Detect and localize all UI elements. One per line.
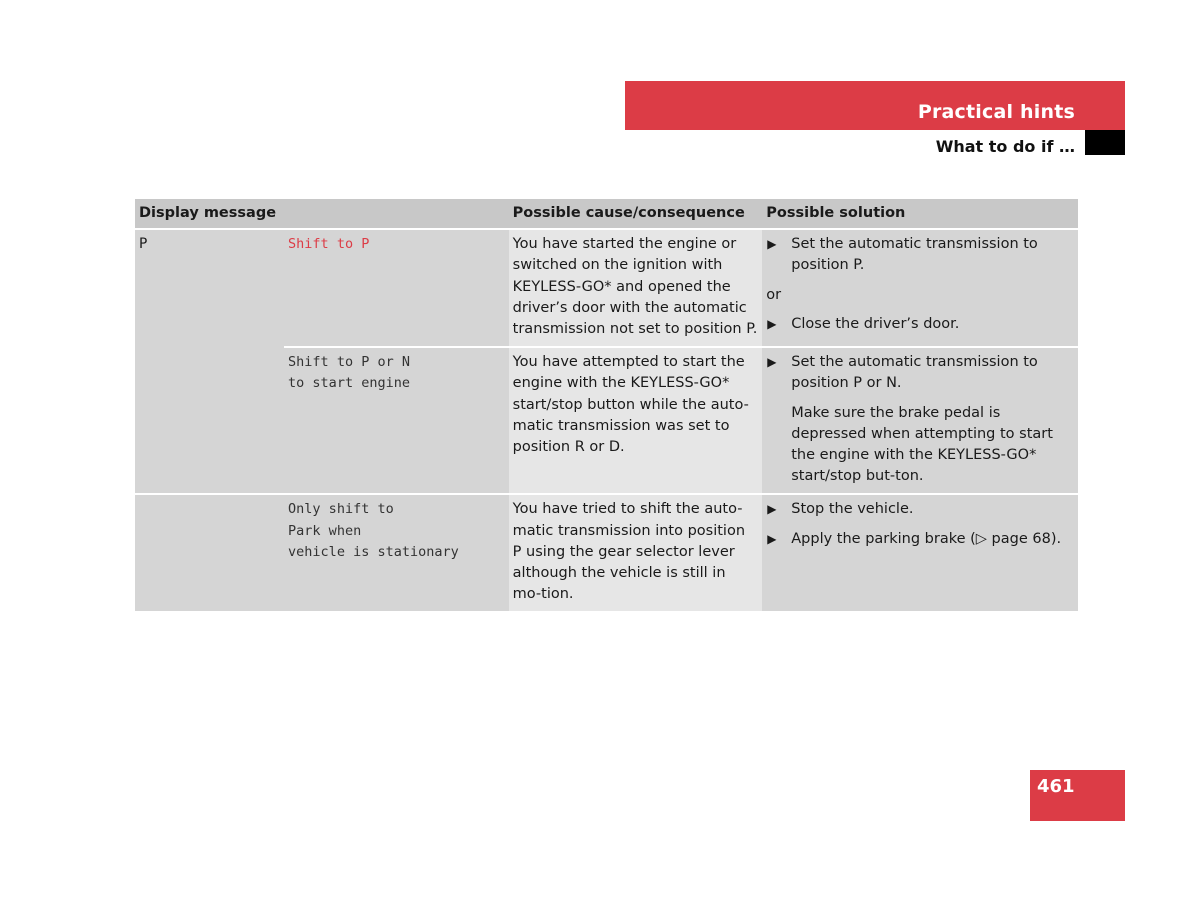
cause-text: You have tried to shift the auto-matic transmission into position P using the gear selector lever although the vehicle is still in mo-tion. [512,501,746,603]
cause-text: You have started the engine or switched on the ignition with KEYLESS-GO* and opened the driver’s door with the automatic transmission not set to position P. [512,236,758,338]
table-row [135,229,1078,347]
cause-cell [509,494,763,612]
solution-step-text: Close the driver’s door. [791,315,960,332]
subsection-title: What to do if … [935,137,1075,156]
display-message-cell [284,229,509,347]
play-arrow-icon: ▶ [767,502,777,517]
display-message-text: Shift to P [288,236,370,253]
gear-position-label: P [135,229,284,494]
solution-step [766,352,1074,394]
section-header-bar [625,81,1125,130]
display-message-table [135,199,1078,613]
solution-step [766,529,1074,550]
display-message-cell [284,347,509,494]
cause-cell [509,229,763,347]
solution-cell [762,229,1078,347]
solution-note: Make sure the brake pedal is depressed when attempting to start the engine with the KEYLESS-GO* start/stop but-ton. [791,404,1053,485]
subsection-marker [1085,130,1125,155]
gear-position-label [135,494,284,612]
column-header-solution: Possible solution [762,199,1078,229]
or-separator: or [766,286,782,303]
solution-cell [762,494,1078,612]
table-header-row [135,199,1078,229]
solution-step-text: Set the automatic transmission to position P or N. [791,354,1038,392]
solution-step [766,234,1074,276]
display-message-text: Shift to P or N to start engine [288,354,410,392]
solution-step-text: Set the automatic transmission to position P. [791,236,1038,274]
column-header-display-message: Display message [135,199,509,229]
display-message-text: Only shift to Park when vehicle is stationary [288,501,459,560]
cause-cell [509,347,763,494]
column-header-cause: Possible cause/consequence [509,199,763,229]
section-title: Practical hints [917,101,1075,123]
solution-step [766,499,1074,520]
play-arrow-icon: ▶ [767,237,777,252]
solution-step-text: Apply the parking brake (▷ page 68). [791,530,1062,547]
display-message-cell [284,494,509,612]
solution-step-text: Stop the vehicle. [791,501,914,518]
play-arrow-icon: ▶ [767,316,777,331]
play-arrow-icon: ▶ [767,355,777,370]
solution-cell [762,347,1078,494]
table-row [135,494,1078,612]
play-arrow-icon: ▶ [767,531,777,546]
page-number: 461 [1037,776,1075,797]
solution-step [766,314,1074,335]
subsection-header [625,130,1125,156]
cause-text: You have attempted to start the engine with the KEYLESS-GO* start/stop button while the auto-matic transmission was set to position R or D. [512,354,749,456]
page-number-box [1030,770,1125,821]
